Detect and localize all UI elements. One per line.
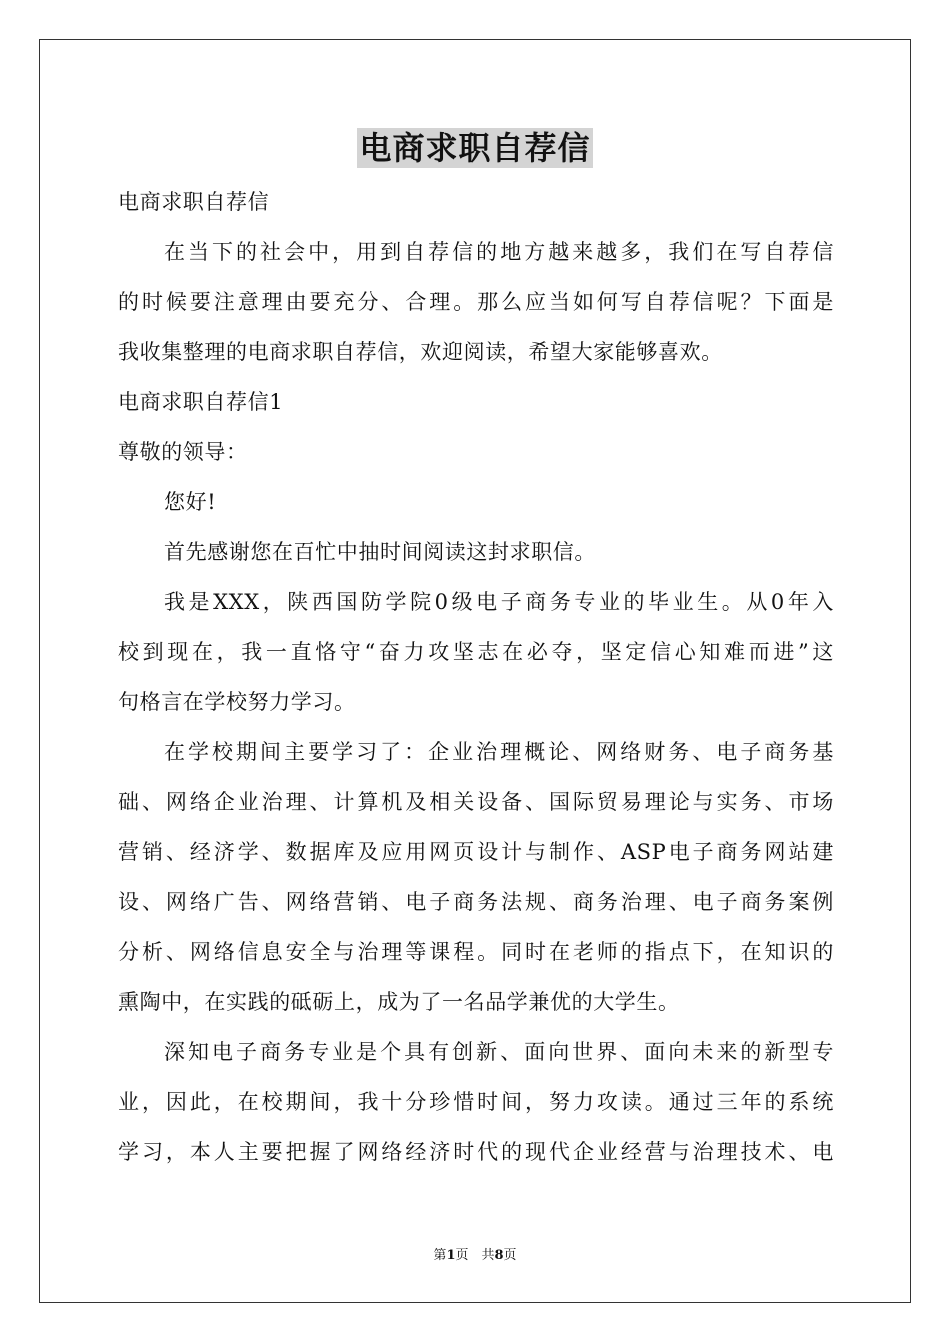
paragraph-line: 设、网络广告、网络营销、电子商务法规、商务治理、电子商务案例	[118, 890, 834, 914]
document-body	[118, 177, 834, 1177]
paragraph-line: 业，因此，在校期间，我十分珍惜时间，努力攻读。通过三年的系统	[118, 1090, 834, 1114]
page-current-number: 1	[446, 1248, 456, 1263]
paragraph-line: 熏陶中，在实践的砥砺上，成为了一名品学兼优的大学生。	[118, 990, 680, 1014]
paragraph-line: 在当下的社会中，用到自荐信的地方越来越多，我们在写自荐信	[164, 240, 834, 264]
paragraph-line: 我收集整理的电商求职自荐信，欢迎阅读，希望大家能够喜欢。	[118, 340, 723, 364]
page-total-number: 8	[494, 1248, 504, 1263]
paragraph-line: 校到现在，我一直恪守“奋力攻坚志在必夺，坚定信心知难而进”这	[118, 640, 834, 664]
paragraph-line: 首先感谢您在百忙中抽时间阅读这封求职信。	[164, 540, 596, 564]
paragraph-line: 深知电子商务专业是个具有创新、面向世界、面向未来的新型专	[164, 1040, 834, 1064]
greeting: 您好!	[164, 490, 217, 514]
paragraph-line: 句格言在学校努力学习。	[118, 690, 356, 714]
title-container	[0, 128, 950, 168]
paragraph-line: 分析、网络信息安全与治理等课程。同时在老师的指点下，在知识的	[118, 940, 834, 964]
page-mid: 页 共	[455, 1248, 495, 1263]
salutation: 尊敬的领导：	[118, 440, 248, 464]
paragraph-line: 础、网络企业治理、计算机及相关设备、国际贸易理论与实务、市场	[118, 790, 834, 814]
paragraph-line: 在学校期间主要学习了：企业治理概论、网络财务、电子商务基	[164, 740, 834, 764]
paragraph-line: 营销、经济学、数据库及应用网页设计与制作、ASP电子商务网站建	[118, 840, 834, 864]
section-heading: 电商求职自荐信1	[118, 390, 284, 414]
subtitle-line: 电商求职自荐信	[118, 190, 270, 214]
page-footer	[0, 1247, 950, 1265]
document-title: 电商求职自荐信	[359, 129, 591, 167]
paragraph-line: 我是XXX，陕西国防学院0级电子商务专业的毕业生。从0年入	[164, 590, 834, 614]
paragraph-line: 学习，本人主要把握了网络经济时代的现代企业经营与治理技术、电	[118, 1140, 834, 1164]
page-suffix: 页	[503, 1248, 517, 1263]
page-prefix: 第	[433, 1248, 447, 1263]
paragraph-line: 的时候要注意理由要充分、合理。那么应当如何写自荐信呢？下面是	[118, 290, 834, 314]
